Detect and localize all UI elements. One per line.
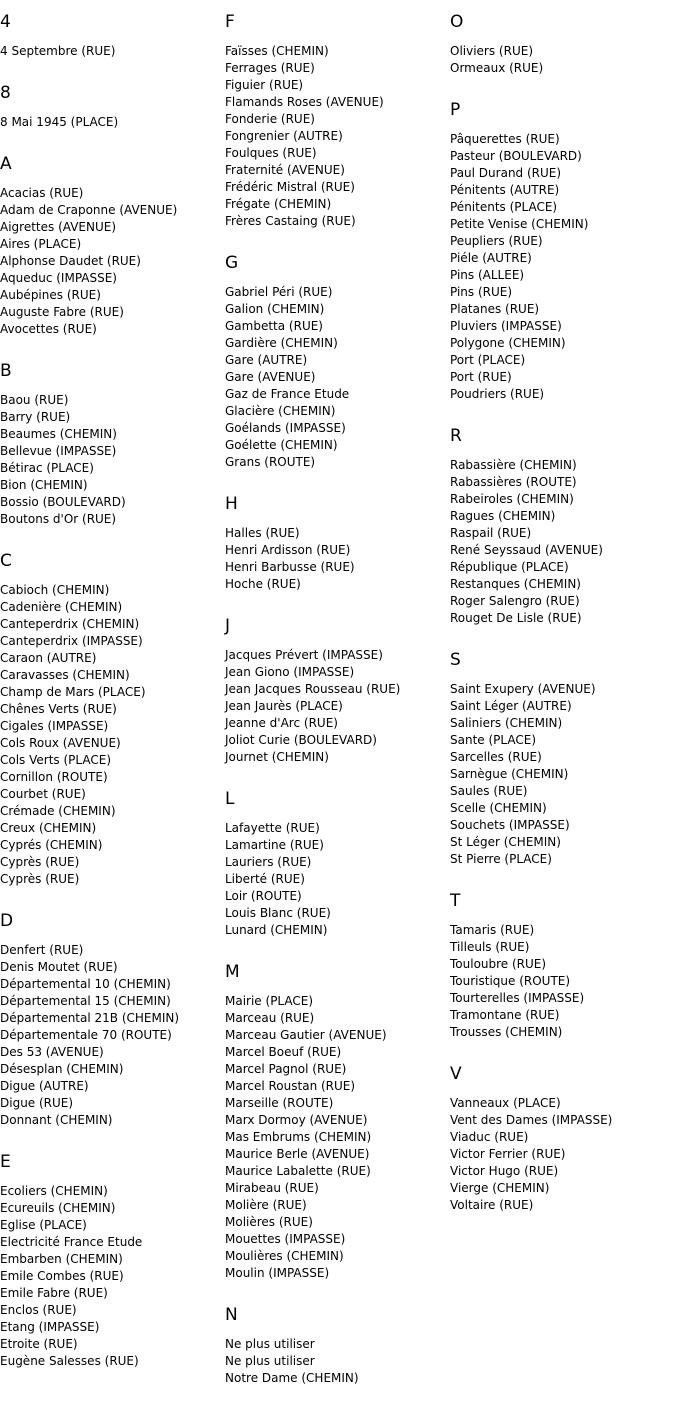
letter-heading: H [225,494,238,514]
street-link[interactable]: Digue (RUE) [0,1096,74,1110]
street-link[interactable]: Lamartine (RUE) [225,838,324,852]
street-link[interactable]: Départemental 10 (CHEMIN) [0,977,171,991]
street-link[interactable]: Cabioch (CHEMIN) [0,583,110,597]
street-link[interactable]: Voltaire (RUE) [450,1198,534,1212]
street-link[interactable]: Bossio (BOULEVARD) [0,495,126,509]
letter-group [450,426,675,627]
street-link[interactable]: Saint Exupery (AVENUE) [450,682,596,696]
street-link[interactable]: Pluviers (IMPASSE) [450,319,562,333]
street-link[interactable]: Sante (PLACE) [450,733,536,747]
street-link[interactable]: Paul Durand (RUE) [450,166,562,180]
street-link[interactable]: Saliniers (CHEMIN) [450,716,563,730]
street-link[interactable]: Piéle (AUTRE) [450,251,532,265]
street-link[interactable]: Oliviers (RUE) [450,44,533,58]
street-link[interactable]: Chênes Verts (RUE) [0,702,117,716]
street-link[interactable]: Aires (PLACE) [0,237,82,251]
street-link[interactable]: Eglise (PLACE) [0,1218,87,1232]
street-link[interactable]: Touloubre (RUE) [450,957,547,971]
street-link[interactable]: Etroite (RUE) [0,1337,78,1351]
street-link[interactable]: Mouettes (IMPASSE) [225,1232,346,1246]
street-link[interactable]: Départemental 15 (CHEMIN) [0,994,171,1008]
street-link[interactable]: Bion (CHEMIN) [0,478,88,492]
street-link[interactable]: Lunard (CHEMIN) [225,923,328,937]
street-link[interactable]: Saules (RUE) [450,784,528,798]
letter-heading: D [0,911,14,931]
street-link[interactable]: Embarben (CHEMIN) [0,1252,123,1266]
street-link[interactable]: Pâquerettes (RUE) [450,132,560,146]
letter-heading: F [225,12,235,32]
letter-heading: N [225,1305,238,1325]
street-link[interactable]: Molière (RUE) [225,1198,307,1212]
street-link[interactable]: Lauriers (RUE) [225,855,312,869]
letter-heading: A [0,154,12,174]
street-link[interactable]: Faïsses (CHEMIN) [225,44,329,58]
street-link[interactable]: Vanneaux (PLACE) [450,1096,561,1110]
street-link[interactable]: Mirabeau (RUE) [225,1181,319,1195]
street-link[interactable]: Cadenière (CHEMIN) [0,600,123,614]
street-link[interactable]: Marceau (RUE) [225,1011,315,1025]
street-link[interactable]: Galion (CHEMIN) [225,302,325,316]
street-link[interactable]: Marx Dormoy (AVENUE) [225,1113,368,1127]
street-link[interactable]: Denfert (RUE) [0,943,84,957]
street-link[interactable]: Moulières (CHEMIN) [225,1249,344,1263]
street-link[interactable]: Jean Jacques Rousseau (RUE) [225,682,401,696]
street-link[interactable]: Ferrages (RUE) [225,61,315,75]
street-link[interactable]: Halles (RUE) [225,526,300,540]
street-link[interactable]: Caraon (AUTRE) [0,651,97,665]
street-index-column-3 [450,0,675,1237]
street-link[interactable]: Scelle (CHEMIN) [450,801,547,815]
street-link[interactable]: Ne plus utiliser [225,1354,315,1368]
street-link[interactable]: Ne plus utiliser [225,1337,315,1351]
street-link[interactable]: Adam de Craponne (AVENUE) [0,203,178,217]
street-link[interactable]: Raspail (RUE) [450,526,532,540]
street-link[interactable]: Goélands (IMPASSE) [225,421,346,435]
street-link[interactable]: Gabriel Péri (RUE) [225,285,333,299]
street-link[interactable]: Cyprès (RUE) [0,855,80,869]
letter-heading: O [450,12,464,32]
letter-heading: E [0,1152,11,1172]
street-link[interactable]: Jacques Prévert (IMPASSE) [225,648,383,662]
street-link[interactable]: Tamaris (RUE) [450,923,535,937]
letter-heading: G [225,253,239,273]
street-link[interactable]: Barry (RUE) [0,410,71,424]
street-link[interactable]: Cornillon (ROUTE) [0,770,108,784]
letter-group [0,83,226,131]
street-link[interactable]: Bellevue (IMPASSE) [0,444,117,458]
street-link[interactable]: Liberté (RUE) [225,872,305,886]
street-link[interactable]: Louis Blanc (RUE) [225,906,331,920]
street-link[interactable]: 4 Septembre (RUE) [0,44,116,58]
street-index-column-2 [225,0,451,1410]
street-link[interactable]: Loir (ROUTE) [225,889,302,903]
street-link[interactable]: Creux (CHEMIN) [0,821,97,835]
street-link[interactable]: Polygone (CHEMIN) [450,336,566,350]
street-link[interactable]: Donnant (CHEMIN) [0,1113,113,1127]
street-link[interactable]: Gare (AVENUE) [225,370,316,384]
letter-group [450,650,675,868]
street-link[interactable]: Emile Combes (RUE) [0,1269,124,1283]
street-link[interactable]: Poudriers (RUE) [450,387,545,401]
street-link[interactable]: Ragues (CHEMIN) [450,509,556,523]
street-link[interactable]: Hoche (RUE) [225,577,301,591]
street-link[interactable]: Enclos (RUE) [0,1303,77,1317]
street-link[interactable]: Rabassières (ROUTE) [450,475,577,489]
street-link[interactable]: Pins (ALLEE) [450,268,525,282]
street-link[interactable]: Marcel Pagnol (RUE) [225,1062,347,1076]
street-link[interactable]: Digue (AUTRE) [0,1079,89,1093]
street-link[interactable]: Foulques (RUE) [225,146,317,160]
street-link[interactable]: Victor Ferrier (RUE) [450,1147,566,1161]
street-link[interactable]: Gardière (CHEMIN) [225,336,338,350]
street-link[interactable]: Aubépines (RUE) [0,288,101,302]
street-link[interactable]: Jean Giono (IMPASSE) [225,665,355,679]
street-link[interactable]: Restanques (CHEMIN) [450,577,581,591]
street-link[interactable]: Auguste Fabre (RUE) [0,305,124,319]
street-link[interactable]: St Léger (CHEMIN) [450,835,561,849]
street-link[interactable]: Courbet (RUE) [0,787,86,801]
street-link[interactable]: Molières (RUE) [225,1215,313,1229]
street-link[interactable]: Cyprès (RUE) [0,872,80,886]
letter-group [225,494,451,593]
street-link[interactable]: Etang (IMPASSE) [0,1320,100,1334]
letter-heading: M [225,962,240,982]
street-link[interactable]: Canteperdrix (IMPASSE) [0,634,143,648]
letter-heading: R [450,426,462,446]
letter-group [450,100,675,403]
street-link[interactable]: Des 53 (AVENUE) [0,1045,104,1059]
street-link[interactable]: Baou (RUE) [0,393,69,407]
letter-group [450,12,675,77]
street-link[interactable]: Canteperdrix (CHEMIN) [0,617,140,631]
street-link[interactable]: Tourterelles (IMPASSE) [450,991,585,1005]
street-link[interactable]: Ecoliers (CHEMIN) [0,1184,108,1198]
letter-group [0,361,226,528]
street-link[interactable]: Trousses (CHEMIN) [450,1025,563,1039]
street-link[interactable]: Caravasses (CHEMIN) [0,668,130,682]
street-link[interactable]: Tramontane (RUE) [450,1008,560,1022]
street-link[interactable]: Notre Dame (CHEMIN) [225,1371,359,1385]
street-link[interactable]: Fonderie (RUE) [225,112,315,126]
street-link[interactable]: Mairie (PLACE) [225,994,314,1008]
street-link[interactable]: Champ de Mars (PLACE) [0,685,146,699]
street-link[interactable]: Pasteur (BOULEVARD) [450,149,582,163]
letter-heading: B [0,361,12,381]
street-link[interactable]: Vent des Dames (IMPASSE) [450,1113,613,1127]
street-link[interactable]: Gambetta (RUE) [225,319,323,333]
street-link[interactable]: Victor Hugo (RUE) [450,1164,559,1178]
letter-heading: S [450,650,461,670]
street-link[interactable]: Goélette (CHEMIN) [225,438,338,452]
street-link[interactable]: Départemental 21B (CHEMIN) [0,1011,180,1025]
letter-group [450,1064,675,1214]
street-link[interactable]: 8 Mai 1945 (PLACE) [0,115,119,129]
street-link[interactable]: Cols Verts (PLACE) [0,753,112,767]
street-link[interactable]: Mas Embrums (CHEMIN) [225,1130,372,1144]
letter-heading: L [225,789,235,809]
street-link[interactable]: Port (RUE) [450,370,512,384]
street-link[interactable]: Glacière (CHEMIN) [225,404,336,418]
street-link[interactable]: Figuier (RUE) [225,78,304,92]
street-link[interactable]: Aqueduc (IMPASSE) [0,271,117,285]
street-link[interactable]: Flamands Roses (AVENUE) [225,95,384,109]
street-link[interactable]: Platanes (RUE) [450,302,540,316]
street-link[interactable]: Marcel Roustan (RUE) [225,1079,356,1093]
street-link[interactable]: Cols Roux (AVENUE) [0,736,121,750]
street-link[interactable]: Emile Fabre (RUE) [0,1286,108,1300]
letter-group [225,253,451,471]
street-link[interactable]: Fraternité (AVENUE) [225,163,345,177]
street-link[interactable]: Marcel Boeuf (RUE) [225,1045,342,1059]
street-link[interactable]: Rouget De Lisle (RUE) [450,611,582,625]
street-link[interactable]: Pénitents (AUTRE) [450,183,560,197]
street-link[interactable]: Jean Jaurès (PLACE) [225,699,343,713]
letter-heading: C [0,551,12,571]
street-link[interactable]: Joliot Curie (BOULEVARD) [225,733,377,747]
letter-heading: J [225,616,231,636]
letter-group [0,1152,226,1370]
street-link[interactable]: Roger Salengro (RUE) [450,594,580,608]
street-link[interactable]: Alphonse Daudet (RUE) [0,254,141,268]
street-link[interactable]: Sarnègue (CHEMIN) [450,767,569,781]
letter-heading: P [450,100,461,120]
letter-group [0,154,226,338]
street-link[interactable]: Gare (AUTRE) [225,353,308,367]
street-link[interactable]: Départementale 70 (ROUTE) [0,1028,172,1042]
street-link[interactable]: Pénitents (PLACE) [450,200,558,214]
street-link[interactable]: Maurice Berle (AVENUE) [225,1147,370,1161]
street-link[interactable]: Henri Ardisson (RUE) [225,543,351,557]
street-link[interactable]: Moulin (IMPASSE) [225,1266,330,1280]
street-link[interactable]: Marseille (ROUTE) [225,1096,334,1110]
street-link[interactable]: Maurice Labalette (RUE) [225,1164,371,1178]
street-link[interactable]: Touristique (ROUTE) [450,974,571,988]
street-link[interactable]: Henri Barbusse (RUE) [225,560,355,574]
street-index-column-1 [0,0,226,1393]
letter-group [0,911,226,1129]
street-link[interactable]: Acacias (RUE) [0,186,84,200]
street-link[interactable]: Rabeiroles (CHEMIN) [450,492,574,506]
letter-group [0,551,226,888]
street-link[interactable]: Désesplan (CHEMIN) [0,1062,124,1076]
street-link[interactable]: Cyprés (CHEMIN) [0,838,103,852]
street-link[interactable]: Rabassière (CHEMIN) [450,458,577,472]
street-link[interactable]: René Seyssaud (AVENUE) [450,543,603,557]
street-link[interactable]: Gaz de France Etude [225,387,350,401]
street-link[interactable]: Pins (RUE) [450,285,513,299]
street-link[interactable]: Viaduc (RUE) [450,1130,529,1144]
letter-group [225,12,451,230]
letter-group [450,891,675,1041]
street-link[interactable]: Avocettes (RUE) [0,322,97,336]
letter-group [225,962,451,1282]
letter-group [225,789,451,939]
letter-heading: 8 [0,83,11,103]
street-link[interactable]: Peupliers (RUE) [450,234,543,248]
street-link[interactable]: Frères Castaing (RUE) [225,214,356,228]
street-link[interactable]: Eugène Salesses (RUE) [0,1354,139,1368]
street-link[interactable]: Souchets (IMPASSE) [450,818,570,832]
street-link[interactable]: Sarcelles (RUE) [450,750,542,764]
street-link[interactable]: Fongrenier (AUTRE) [225,129,343,143]
letter-heading: 4 [0,12,11,32]
street-link[interactable]: Ormeaux (RUE) [450,61,544,75]
street-link[interactable]: Vierge (CHEMIN) [450,1181,550,1195]
street-link[interactable]: Cigales (IMPASSE) [0,719,109,733]
street-link[interactable]: Beaumes (CHEMIN) [0,427,117,441]
street-link[interactable]: Denis Moutet (RUE) [0,960,118,974]
street-link[interactable]: Frédéric Mistral (RUE) [225,180,355,194]
street-link[interactable]: Aigrettes (AVENUE) [0,220,117,234]
street-link[interactable]: Grans (ROUTE) [225,455,316,469]
street-link[interactable]: Saint Léger (AUTRE) [450,699,572,713]
street-link[interactable]: St Pierre (PLACE) [450,852,552,866]
street-link[interactable]: Electricité France Etude [0,1235,143,1249]
street-link[interactable]: Journet (CHEMIN) [225,750,329,764]
street-link[interactable]: République (PLACE) [450,560,569,574]
street-link[interactable]: Tilleuls (RUE) [450,940,530,954]
letter-group [225,1305,451,1387]
street-link[interactable]: Bétirac (PLACE) [0,461,94,475]
street-link[interactable]: Petite Venise (CHEMIN) [450,217,589,231]
letter-group [0,12,226,60]
street-link[interactable]: Frégate (CHEMIN) [225,197,332,211]
letter-heading: T [450,891,461,911]
letter-group [225,616,451,766]
street-link[interactable]: Marceau Gautier (AVENUE) [225,1028,387,1042]
street-link[interactable]: Ecureuils (CHEMIN) [0,1201,116,1215]
street-link[interactable]: Port (PLACE) [450,353,526,367]
street-link[interactable]: Lafayette (RUE) [225,821,320,835]
street-link[interactable]: Jeanne d'Arc (RUE) [225,716,338,730]
letter-heading: V [450,1064,462,1084]
street-link[interactable]: Boutons d'Or (RUE) [0,512,117,526]
street-link[interactable]: Crémade (CHEMIN) [0,804,116,818]
